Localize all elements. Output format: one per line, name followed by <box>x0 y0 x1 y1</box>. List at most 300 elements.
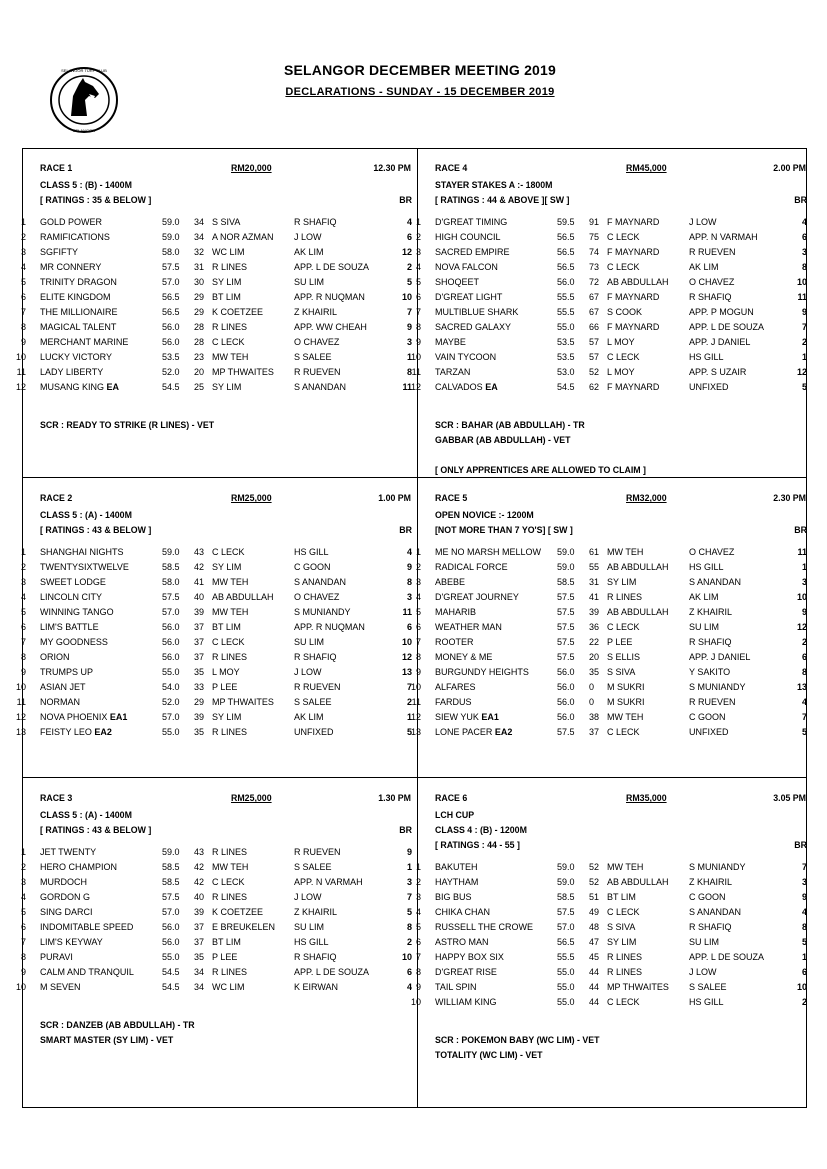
trainer: C LECK <box>607 907 640 917</box>
race-block-2 <box>410 163 807 475</box>
weight: 56.0 <box>162 922 180 932</box>
jockey: SU LIM <box>689 937 720 947</box>
entry-row <box>415 605 807 620</box>
entry-row <box>415 245 807 260</box>
entry-number: 1 <box>415 547 421 557</box>
rating: 31 <box>194 262 205 272</box>
barrier: 4 <box>406 217 412 227</box>
entry-row <box>20 665 412 680</box>
horse-name: LUCKY VICTORY <box>40 352 113 362</box>
scratching-note: SCR : POKEMON BABY (WC LIM) - VET <box>435 1035 600 1045</box>
jockey: APP. R NUQMAN <box>294 292 365 302</box>
entry-row <box>20 275 412 290</box>
entry-row <box>415 965 807 980</box>
barrier: 12 <box>796 367 807 377</box>
weight: 56.0 <box>557 697 575 707</box>
br-header: BR <box>399 525 412 535</box>
weight: 59.0 <box>557 862 575 872</box>
weight: 59.0 <box>162 232 180 242</box>
entry-number: 8 <box>20 952 26 962</box>
svg-text:SELANGOR TURF CLUB: SELANGOR TURF CLUB <box>61 68 107 73</box>
trainer: BT LIM <box>607 892 636 902</box>
horse-name: D'GREAT RISE <box>435 967 497 977</box>
horse-name: SACRED GALAXY <box>435 322 512 332</box>
barrier: 2 <box>406 697 412 707</box>
rating: 43 <box>194 547 205 557</box>
barrier: 13 <box>401 667 412 677</box>
jockey: APP. WW CHEAH <box>294 322 367 332</box>
horse-name: SIEW YUK EA1 <box>435 712 499 722</box>
barrier: 1 <box>406 712 412 722</box>
weight: 56.0 <box>162 337 180 347</box>
barrier: 3 <box>801 877 807 887</box>
entry-number: 4 <box>20 892 26 902</box>
jockey: C GOON <box>689 892 726 902</box>
race-class: CLASS 5 : (B) - 1400M <box>40 180 132 190</box>
jockey: J LOW <box>294 667 322 677</box>
horse-name: ELITE KINGDOM <box>40 292 111 302</box>
weight: 55.0 <box>162 952 180 962</box>
jockey: SU LIM <box>294 922 325 932</box>
entry-number: 12 <box>15 712 26 722</box>
entry-row <box>20 875 412 890</box>
barrier: 2 <box>406 937 412 947</box>
barrier: 4 <box>801 697 807 707</box>
rating: 52 <box>589 367 600 377</box>
horse-name: D'GREAT LIGHT <box>435 292 503 302</box>
barrier: 8 <box>406 922 412 932</box>
entry-number: 1 <box>20 547 26 557</box>
race-time: 3.05 PM <box>773 793 806 803</box>
horse-name: MAGICAL TALENT <box>40 322 117 332</box>
race-number: RACE 3 <box>40 793 73 803</box>
barrier: 4 <box>801 907 807 917</box>
trainer: R LINES <box>212 322 248 332</box>
horse-name: ME NO MARSH MELLOW <box>435 547 542 557</box>
entry-number: 7 <box>415 307 421 317</box>
entry-number: 2 <box>20 232 26 242</box>
trainer: MP THWAITES <box>607 982 669 992</box>
weight: 52.0 <box>162 367 180 377</box>
rating: 44 <box>589 982 600 992</box>
race-prize: RM35,000 <box>626 793 667 803</box>
horse-name: SHANGHAI NIGHTS <box>40 547 124 557</box>
trainer: C LECK <box>607 262 640 272</box>
horse-name: SACRED EMPIRE <box>435 247 510 257</box>
race-ratings: [ RATINGS : 44 & ABOVE ][ SW ] <box>435 195 570 205</box>
rating: 35 <box>194 727 205 737</box>
trainer: C LECK <box>607 352 640 362</box>
entry-allowance: EA1 <box>481 712 499 722</box>
race-class: OPEN NOVICE :- 1200M <box>435 510 534 520</box>
entry-number: 4 <box>20 262 26 272</box>
entry-row <box>20 920 412 935</box>
race-time: 2.30 PM <box>773 493 806 503</box>
weight: 57.0 <box>162 907 180 917</box>
barrier: 11 <box>797 292 807 302</box>
trainer: C LECK <box>212 637 245 647</box>
horse-name: JET TWENTY <box>40 847 97 857</box>
weight: 56.0 <box>162 322 180 332</box>
trainer: E BREUKELEN <box>212 922 276 932</box>
race-prize: RM45,000 <box>626 163 667 173</box>
weight: 57.5 <box>557 727 575 737</box>
rating: 34 <box>194 982 205 992</box>
jockey: UNFIXED <box>294 727 334 737</box>
entry-row <box>415 305 807 320</box>
weight: 55.0 <box>557 982 575 992</box>
entry-row <box>415 335 807 350</box>
jockey: Y SAKITO <box>689 667 731 677</box>
barrier: 9 <box>406 847 412 857</box>
entry-number: 6 <box>415 622 421 632</box>
jockey: O CHAVEZ <box>689 547 735 557</box>
jockey: R SHAFIQ <box>294 952 337 962</box>
rating: 0 <box>589 697 595 707</box>
horse-name: ALFARES <box>435 682 476 692</box>
jockey: S ANANDAN <box>294 577 347 587</box>
entry-number: 1 <box>415 862 421 872</box>
barrier: 3 <box>801 577 807 587</box>
weight: 57.5 <box>162 592 180 602</box>
horse-name: GOLD POWER <box>40 217 103 227</box>
race-ratings: [ RATINGS : 43 & BELOW ] <box>40 825 152 835</box>
rating: 37 <box>194 622 205 632</box>
entry-row <box>20 305 412 320</box>
barrier: 12 <box>401 652 412 662</box>
weight: 54.5 <box>162 982 180 992</box>
race-ratings: [NOT MORE THAN 7 YO'S] [ SW ] <box>435 525 573 535</box>
entry-number: 3 <box>20 247 26 257</box>
rating: 51 <box>589 892 600 902</box>
rating: 44 <box>589 967 600 977</box>
horse-name: CALVADOS EA <box>435 382 498 392</box>
trainer: R LINES <box>212 967 248 977</box>
scratching-note: TOTALITY (WC LIM) - VET <box>435 1050 543 1060</box>
race-class: CLASS 5 : (A) - 1400M <box>40 810 132 820</box>
entry-number: 10 <box>15 352 26 362</box>
svg-text:SELANGOR: SELANGOR <box>72 128 96 133</box>
entry-number: 7 <box>20 937 26 947</box>
entry-number: 2 <box>415 877 421 887</box>
jockey: R RUEVEN <box>294 682 341 692</box>
entry-row <box>415 560 807 575</box>
weight: 53.5 <box>162 352 180 362</box>
weight: 58.0 <box>162 247 180 257</box>
trainer: AB ABDULLAH <box>607 877 669 887</box>
horse-name: FARDUS <box>435 697 472 707</box>
weight: 56.0 <box>557 277 575 287</box>
scratching-note: SCR : READY TO STRIKE (R LINES) - VET <box>40 420 215 430</box>
entry-number: 1 <box>20 217 26 227</box>
barrier: 7 <box>801 322 807 332</box>
rating: 62 <box>589 382 600 392</box>
trainer: S COOK <box>607 307 643 317</box>
rating: 37 <box>194 937 205 947</box>
jockey: SU LIM <box>294 637 325 647</box>
entry-number: 1 <box>415 217 421 227</box>
barrier: 9 <box>406 322 412 332</box>
entry-row <box>15 725 412 740</box>
weight: 57.0 <box>557 922 575 932</box>
race-block-4 <box>410 493 807 793</box>
scratching-note: SCR : DANZEB (AB ABDULLAH) - TR <box>40 1020 195 1030</box>
trainer: P LEE <box>212 682 238 692</box>
barrier: 7 <box>801 862 807 872</box>
entry-number: 9 <box>415 982 421 992</box>
trainer: M SUKRI <box>607 682 645 692</box>
race-block-3 <box>15 493 412 793</box>
horse-name: INDOMITABLE SPEED <box>40 922 134 932</box>
horse-name: LIM'S BATTLE <box>40 622 99 632</box>
race-ratings: [ RATINGS : 44 - 55 ] <box>435 840 520 850</box>
trainer: R LINES <box>607 967 643 977</box>
entry-number: 7 <box>20 637 26 647</box>
entry-number: 6 <box>415 292 421 302</box>
entry-row <box>415 935 807 950</box>
rating: 66 <box>589 322 600 332</box>
barrier: 6 <box>406 967 412 977</box>
horse-name: FEISTY LEO EA2 <box>40 727 112 737</box>
trainer: K COETZEE <box>212 907 264 917</box>
entry-row <box>15 350 412 365</box>
horse-name: M SEVEN <box>40 982 81 992</box>
trainer: AB ABDULLAH <box>607 562 669 572</box>
rating: 57 <box>589 352 600 362</box>
entry-row <box>410 725 807 740</box>
rating: 47 <box>589 937 600 947</box>
weight: 57.5 <box>557 907 575 917</box>
entry-number: 8 <box>20 322 26 332</box>
barrier: 2 <box>801 997 807 1007</box>
weight: 56.0 <box>557 667 575 677</box>
entry-number: 9 <box>415 667 421 677</box>
rating: 34 <box>194 232 205 242</box>
entry-row <box>415 590 807 605</box>
barrier: 1 <box>801 562 807 572</box>
entry-allowance: EA1 <box>109 712 128 722</box>
trainer: AB ABDULLAH <box>607 607 669 617</box>
horse-name: ASTRO MAN <box>435 937 489 947</box>
entry-row <box>410 995 807 1010</box>
rating: 39 <box>194 712 205 722</box>
jockey: S MUNIANDY <box>689 682 746 692</box>
trainer: L MOY <box>212 667 240 677</box>
jockey: UNFIXED <box>689 727 729 737</box>
barrier: 4 <box>801 217 807 227</box>
rating: 72 <box>589 277 600 287</box>
barrier: 6 <box>406 622 412 632</box>
rating: 0 <box>589 682 595 692</box>
barrier: 10 <box>401 292 412 302</box>
barrier: 8 <box>801 667 807 677</box>
entry-row <box>20 935 412 950</box>
entry-row <box>20 590 412 605</box>
jockey: AK LIM <box>294 712 324 722</box>
barrier: 4 <box>406 982 412 992</box>
jockey: APP. L DE SOUZA <box>294 262 370 272</box>
horse-name: NORMAN <box>40 697 80 707</box>
horse-name: TRINITY DRAGON <box>40 277 117 287</box>
jockey: J LOW <box>294 892 322 902</box>
horse-name: RADICAL FORCE <box>435 562 508 572</box>
page-title: SELANGOR DECEMBER MEETING 2019 <box>283 62 557 78</box>
entry-number: 7 <box>20 307 26 317</box>
entry-number: 6 <box>20 922 26 932</box>
horse-name: BIG BUS <box>435 892 472 902</box>
rating: 48 <box>589 922 600 932</box>
horse-name: CHIKA CHAN <box>435 907 491 917</box>
trainer: S ELLIS <box>607 652 641 662</box>
horse-name: THE MILLIONAIRE <box>40 307 118 317</box>
barrier: 7 <box>406 682 412 692</box>
jockey: S SALEE <box>294 862 332 872</box>
weight: 57.5 <box>557 652 575 662</box>
scratching-note: GABBAR (AB ABDULLAH) - VET <box>435 435 571 445</box>
entry-number: 4 <box>415 592 421 602</box>
entry-row <box>415 920 807 935</box>
trainer: C LECK <box>212 337 245 347</box>
entry-row <box>20 620 412 635</box>
rating: 52 <box>589 877 600 887</box>
trainer: P LEE <box>212 952 238 962</box>
entry-row <box>415 905 807 920</box>
barrier: 3 <box>406 592 412 602</box>
entry-number: 7 <box>415 952 421 962</box>
weight: 56.0 <box>162 652 180 662</box>
jockey: APP. L DE SOUZA <box>689 952 765 962</box>
weight: 58.5 <box>557 577 575 587</box>
rating: 20 <box>194 367 205 377</box>
entry-row <box>15 380 412 395</box>
entry-row <box>20 950 412 965</box>
entry-number: 2 <box>415 232 421 242</box>
horse-name: SGFIFTY <box>40 247 78 257</box>
weight: 56.0 <box>557 682 575 692</box>
barrier: 8 <box>406 577 412 587</box>
horse-name: ORION <box>40 652 70 662</box>
rating: 42 <box>194 877 205 887</box>
jockey: APP. L DE SOUZA <box>689 322 765 332</box>
entry-number: 5 <box>20 607 26 617</box>
barrier: 5 <box>406 277 412 287</box>
br-header: BR <box>794 840 807 850</box>
weight: 55.0 <box>162 727 180 737</box>
jockey: APP. J DANIEL <box>689 337 751 347</box>
entry-allowance: EA2 <box>494 727 513 737</box>
jockey: R RUEVEN <box>689 697 736 707</box>
barrier: 6 <box>406 232 412 242</box>
trainer: F MAYNARD <box>607 322 660 332</box>
barrier: 1 <box>801 352 807 362</box>
jockey: C GOON <box>294 562 331 572</box>
jockey: R SHAFIQ <box>689 637 732 647</box>
weight: 57.0 <box>162 607 180 617</box>
entry-row <box>20 245 412 260</box>
race-number: RACE 4 <box>435 163 468 173</box>
entry-row <box>415 950 807 965</box>
entry-number: 7 <box>415 637 421 647</box>
entry-row <box>410 380 807 395</box>
entry-row <box>15 710 412 725</box>
entry-number: 13 <box>15 727 26 737</box>
trainer: SY LIM <box>212 382 242 392</box>
jockey: SU LIM <box>689 622 720 632</box>
barrier: 6 <box>801 967 807 977</box>
entry-number: 9 <box>20 667 26 677</box>
horse-name: D'GREAT TIMING <box>435 217 508 227</box>
entry-number: 3 <box>415 247 421 257</box>
weight: 52.0 <box>162 697 180 707</box>
horse-name: ASIAN JET <box>40 682 86 692</box>
rating: 67 <box>589 307 600 317</box>
entry-row <box>415 260 807 275</box>
entry-number: 10 <box>410 682 421 692</box>
entry-number: 8 <box>415 967 421 977</box>
trainer: F MAYNARD <box>607 382 660 392</box>
horse-name: HAYTHAM <box>435 877 479 887</box>
entry-number: 5 <box>415 607 421 617</box>
trainer: WC LIM <box>212 247 245 257</box>
trainer: MW TEH <box>212 862 249 872</box>
entry-row <box>415 215 807 230</box>
entry-number: 1 <box>20 847 26 857</box>
rating: 38 <box>589 712 600 722</box>
trainer: F MAYNARD <box>607 217 660 227</box>
horse-name: SHOQEET <box>435 277 480 287</box>
horse-name: MAHARIB <box>435 607 477 617</box>
entry-row <box>20 860 412 875</box>
weight: 56.5 <box>162 292 180 302</box>
weight: 56.5 <box>557 262 575 272</box>
jockey: APP. L DE SOUZA <box>294 967 370 977</box>
race-time: 1.30 PM <box>378 793 411 803</box>
race-block-5 <box>15 793 412 1093</box>
race-class: CLASS 5 : (A) - 1400M <box>40 510 132 520</box>
entry-allowance: EA <box>485 382 498 392</box>
weight: 59.0 <box>557 547 575 557</box>
trainer: MW TEH <box>212 352 249 362</box>
rating: 73 <box>589 262 600 272</box>
horse-name: ABEBE <box>435 577 466 587</box>
entry-number: 4 <box>20 592 26 602</box>
trainer: C LECK <box>607 727 640 737</box>
rating: 32 <box>194 247 205 257</box>
jockey: Z KHAIRIL <box>689 607 733 617</box>
trainer: MW TEH <box>607 862 644 872</box>
br-header: BR <box>399 825 412 835</box>
race-block-6 <box>410 793 807 1093</box>
rating: 29 <box>194 292 205 302</box>
entry-number: 6 <box>20 292 26 302</box>
entry-number: 2 <box>20 562 26 572</box>
race-class: STAYER STAKES A :- 1800M <box>435 180 553 190</box>
barrier: 3 <box>406 337 412 347</box>
weight: 54.5 <box>162 967 180 977</box>
entry-number: 3 <box>20 877 26 887</box>
rating: 74 <box>589 247 600 257</box>
horse-name: SING DARCI <box>40 907 93 917</box>
trainer: P LEE <box>607 637 633 647</box>
horse-name: HERO CHAMPION <box>40 862 118 872</box>
rating: 39 <box>194 907 205 917</box>
trainer: R LINES <box>212 727 248 737</box>
rating: 75 <box>589 232 600 242</box>
barrier: 8 <box>801 922 807 932</box>
trainer: SY LIM <box>212 712 242 722</box>
race-ratings: [ RATINGS : 43 & BELOW ] <box>40 525 152 535</box>
weight: 58.5 <box>162 877 180 887</box>
